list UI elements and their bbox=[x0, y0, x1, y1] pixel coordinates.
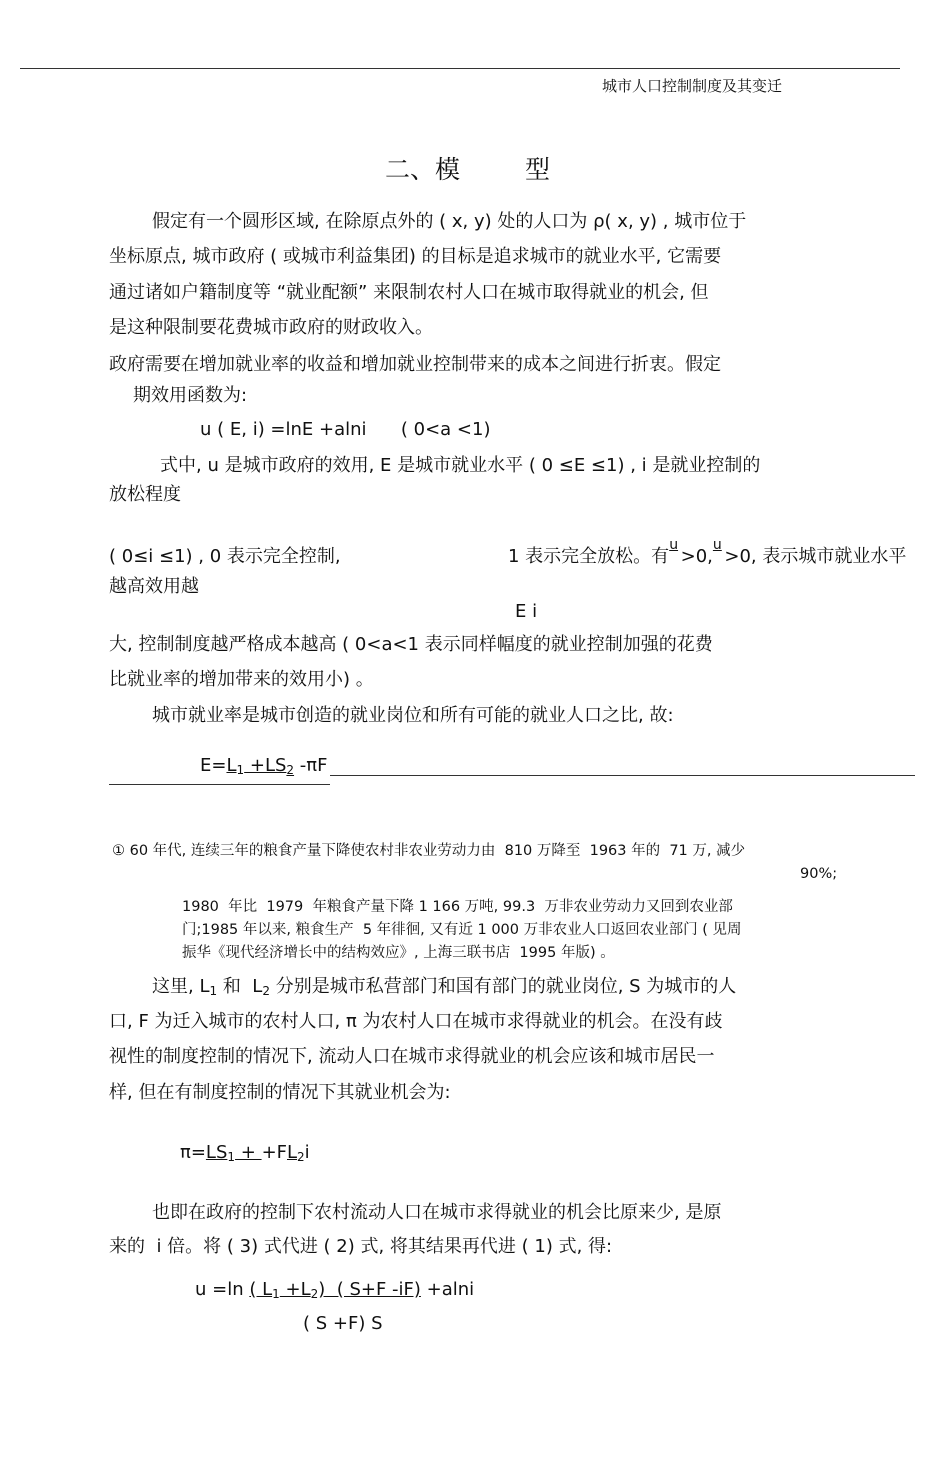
paragraph-line: 式中, u 是城市政府的效用, E 是城市就业水平 ( 0 ≤E ≤1) , i 是就业控制的 bbox=[160, 455, 761, 476]
footnote-separator bbox=[109, 784, 330, 785]
header-rule bbox=[20, 68, 900, 69]
paragraph-line: 坐标原点, 城市政府 ( 或城市利益集团) 的目标是追求城市的就业水平, 它需要 bbox=[109, 246, 722, 267]
running-title: 城市人口控制制度及其变迁 bbox=[602, 77, 783, 95]
equation-rule bbox=[330, 775, 915, 776]
paragraph-line: 是这种限制要花费城市政府的财政收入。 bbox=[109, 317, 433, 338]
paragraph-line: 通过诸如户籍制度等 “就业配额” 来限制农村人口在城市取得就业的机会, 但 bbox=[109, 282, 709, 303]
text: L bbox=[287, 1142, 298, 1163]
paragraph-line: 也即在政府的控制下农村流动人口在城市求得就业的机会比原来少, 是原 bbox=[152, 1202, 722, 1223]
derivative-u-i bbox=[712, 537, 724, 568]
text bbox=[287, 1142, 305, 1163]
paragraph-line: 视性的制度控制的情况下, 流动人口在城市求得就业的机会应该和城市居民一 bbox=[109, 1046, 715, 1067]
paragraph-line bbox=[508, 537, 907, 568]
subscript: 2 bbox=[297, 1150, 305, 1164]
derivative-u-e bbox=[669, 537, 680, 568]
paragraph-line: 大, 控制制度越严格成本越高 ( 0<a<1 表示同样幅度的就业控制加强的花费 bbox=[109, 634, 713, 655]
paragraph-line: 口, F 为迁入城市的农村人口, π 为农村人口在城市求得就业的机会。在没有歧 bbox=[109, 1011, 723, 1032]
text: ( L bbox=[249, 1279, 273, 1300]
numerator bbox=[249, 1279, 421, 1300]
text: 这里, L bbox=[152, 976, 210, 997]
paragraph-line: ( 0≤i ≤1) , 0 表示完全控制, bbox=[109, 546, 341, 567]
paragraph-line: 来的 i 倍。将 ( 3) 式代进 ( 2) 式, 将其结果再代进 ( 1) 式, 得: bbox=[109, 1236, 613, 1257]
paragraph-line: 期效用函数为: bbox=[133, 385, 248, 406]
text: π= bbox=[180, 1142, 206, 1163]
text: 1 表示完全放松。有 bbox=[508, 546, 670, 567]
equation-pi bbox=[180, 1142, 310, 1168]
paragraph-line: 假定有一个圆形区域, 在除原点外的 ( x, y) 处的人口为 ρ( x, y) , 城市位于 bbox=[152, 211, 747, 232]
numerator: u bbox=[712, 537, 722, 553]
subscript: 2 bbox=[286, 763, 295, 777]
paragraph-line: 政府需要在增加就业率的收益和增加就业控制带来的成本之间进行折衷。假定 bbox=[109, 354, 721, 375]
text: 分别是城市私营部门和国有部门的就业岗位, S 为城市的人 bbox=[269, 976, 737, 997]
subscript: 1 bbox=[236, 763, 245, 777]
subscript: 2 bbox=[262, 984, 270, 998]
equation-utility: u ( E, i) =lnE +alni ( 0<a <1) bbox=[200, 419, 491, 440]
equation-denominator: ( S +F) S bbox=[303, 1313, 383, 1334]
subscript: 1 bbox=[272, 1287, 280, 1301]
footnote-line: 1980 年比 1979 年粮食产量下降 1 166 万吨, 99.3 万非农业劳动力又回到农业部 bbox=[182, 899, 733, 915]
text: >0, 表示城市就业水平 bbox=[724, 546, 907, 567]
text bbox=[226, 755, 286, 776]
subscript: 2 bbox=[310, 1287, 319, 1301]
derivative-denominators: E i bbox=[515, 601, 538, 622]
footnote-line: 90%; bbox=[800, 866, 838, 882]
text: +alni bbox=[420, 1279, 475, 1300]
footnote-line: ① 60 年代, 连续三年的粮食产量下降使农村非农业劳动力由 810 万降至 1963 年的 71 万, 减少 bbox=[112, 843, 746, 859]
text: u =ln bbox=[195, 1279, 250, 1300]
text bbox=[206, 1142, 262, 1163]
text: L bbox=[226, 755, 237, 776]
footnote-line: 振华《现代经济增长中的结构效应》, 上海三联书店 1995 年版) 。 bbox=[182, 945, 615, 961]
numerator: u bbox=[669, 537, 679, 553]
paragraph-line: 城市就业率是城市创造的就业岗位和所有可能的就业人口之比, 故: bbox=[152, 705, 674, 726]
paragraph-line: 样, 但在有制度控制的情况下其就业机会为: bbox=[109, 1082, 451, 1103]
text: +L bbox=[279, 1279, 311, 1300]
paragraph-line: 比就业率的增加带来的效用小) 。 bbox=[109, 669, 374, 690]
text: >0, bbox=[680, 546, 713, 567]
paragraph-line: 放松程度 bbox=[109, 484, 181, 505]
text: +F bbox=[261, 1142, 287, 1163]
subscript: 1 bbox=[209, 984, 218, 998]
subscript: 1 bbox=[227, 1150, 236, 1164]
text: +LS bbox=[244, 755, 287, 776]
equation-employment bbox=[200, 755, 327, 781]
section-title-end: 型 bbox=[525, 155, 551, 184]
text: E= bbox=[200, 755, 227, 776]
footnote-line: 门;1985 年以来, 粮食生产 5 年徘徊, 又有近 1 000 万非农业人口返回农业部门 ( 见周 bbox=[182, 922, 742, 938]
text: i bbox=[304, 1142, 310, 1163]
text: ) ( S+F -iF) bbox=[318, 1279, 421, 1300]
paragraph-line: 越高效用越 bbox=[109, 576, 199, 597]
equation-result bbox=[195, 1279, 474, 1305]
text: -πF bbox=[294, 755, 328, 776]
section-title: 二、模 bbox=[385, 155, 461, 184]
text: 和 L bbox=[217, 976, 263, 997]
paragraph-line bbox=[152, 976, 736, 1002]
text: + bbox=[235, 1142, 262, 1163]
text: LS bbox=[205, 1142, 228, 1163]
